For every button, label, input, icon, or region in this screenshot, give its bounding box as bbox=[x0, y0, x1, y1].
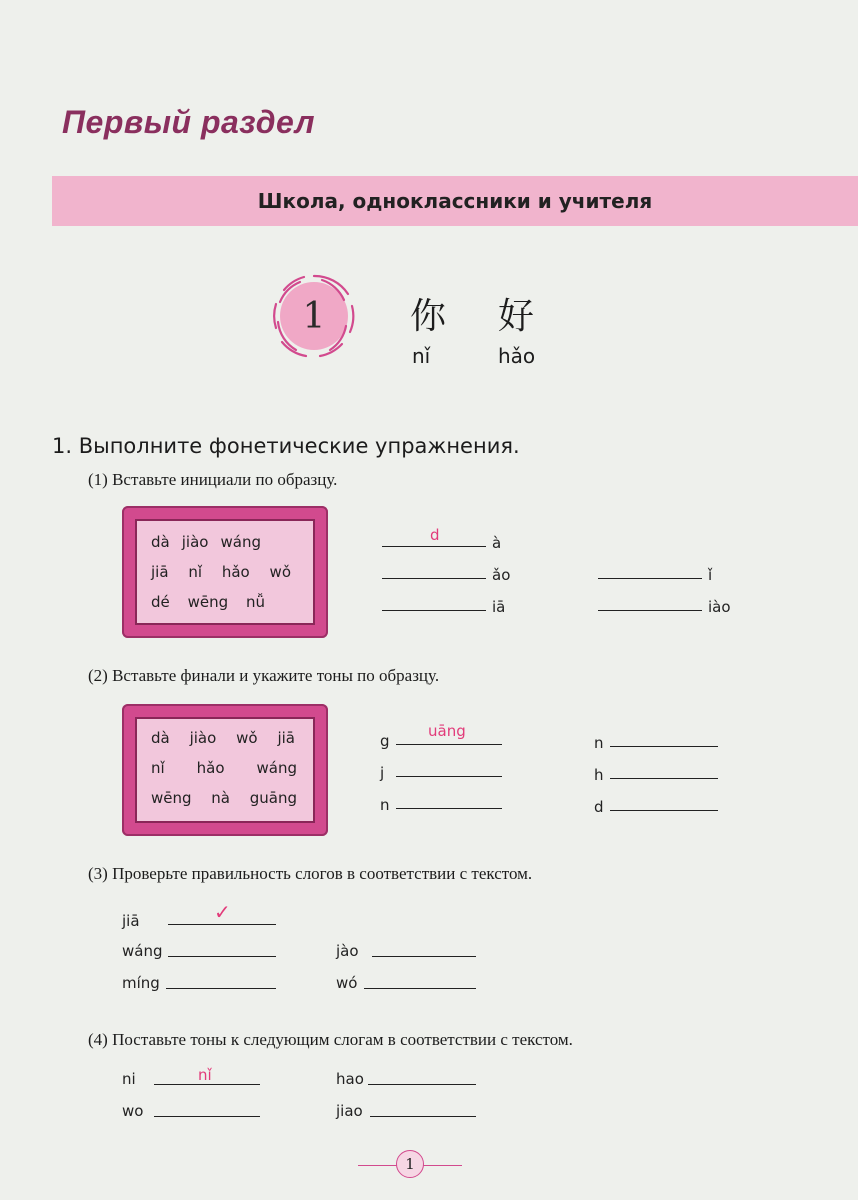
syllable: dà bbox=[151, 533, 170, 551]
blank-line[interactable] bbox=[370, 1116, 476, 1117]
pinyin-ni: nǐ bbox=[412, 344, 431, 368]
syllable: wǒ bbox=[236, 729, 258, 747]
blank-line[interactable] bbox=[396, 776, 502, 777]
initial-label: n bbox=[380, 796, 390, 814]
blank-line[interactable] bbox=[598, 610, 702, 611]
blank-line[interactable] bbox=[610, 746, 718, 747]
hanzi-ni: 你 bbox=[410, 296, 447, 337]
blank-line[interactable] bbox=[610, 778, 718, 779]
topic-title: Школа, одноклассники и учителя bbox=[257, 189, 653, 213]
blank-line[interactable] bbox=[598, 578, 702, 579]
syllable: nǐ bbox=[188, 563, 203, 581]
answer-final-uang: uāng bbox=[428, 722, 466, 740]
blank-line[interactable] bbox=[154, 1084, 260, 1085]
syllable-wo: wó bbox=[336, 974, 358, 992]
blank-line[interactable] bbox=[610, 810, 718, 811]
initial-label: j bbox=[380, 764, 385, 782]
frame-1-row-1 bbox=[151, 533, 261, 551]
frame-2-row-1 bbox=[151, 729, 295, 747]
frame-2-row-2 bbox=[151, 759, 297, 777]
final-label: à bbox=[492, 534, 502, 552]
blank-line[interactable] bbox=[382, 578, 486, 579]
syllable-ni: ni bbox=[122, 1070, 136, 1088]
blank-line[interactable] bbox=[154, 1116, 260, 1117]
checkmark-icon: ✓ bbox=[214, 900, 231, 924]
syllable-wang: wáng bbox=[122, 942, 163, 960]
syllable: nà bbox=[211, 789, 230, 807]
blank-line[interactable] bbox=[166, 988, 276, 989]
blank-line[interactable] bbox=[368, 1084, 476, 1085]
part-3-heading: (3) Проверьте правильность слогов в соответствии с текстом. bbox=[88, 864, 533, 883]
syllable: guāng bbox=[249, 789, 297, 807]
blank-line[interactable] bbox=[382, 546, 486, 547]
syllable: wǒ bbox=[269, 563, 291, 581]
blank-line[interactable] bbox=[168, 956, 276, 957]
hanzi-hao: 好 bbox=[498, 296, 535, 337]
syllable: jiā bbox=[151, 563, 169, 581]
syllable: wáng bbox=[220, 533, 261, 551]
frame-2-row-3 bbox=[151, 789, 297, 807]
part-1-heading: (1) Вставьте инициали по образцу. bbox=[88, 470, 338, 489]
syllable: dé bbox=[151, 593, 170, 611]
blank-line[interactable] bbox=[372, 956, 476, 957]
blank-line[interactable] bbox=[382, 610, 486, 611]
blank-line[interactable] bbox=[168, 924, 276, 925]
page-number-rule-left bbox=[358, 1165, 398, 1166]
final-label: iā bbox=[492, 598, 506, 616]
frame-1-row-3 bbox=[151, 593, 265, 611]
syllable-jia: jiā bbox=[122, 912, 140, 930]
blank-line[interactable] bbox=[396, 744, 502, 745]
page-number-value: 1 bbox=[396, 1150, 424, 1178]
syllable-hao: hao bbox=[336, 1070, 364, 1088]
part-4-heading: (4) Поставьте тоны к следующим слогам в соответствии с текстом. bbox=[88, 1030, 573, 1049]
initial-label: d bbox=[594, 798, 604, 816]
syllable-wo: wo bbox=[122, 1102, 144, 1120]
page-number bbox=[358, 1150, 462, 1180]
syllable-frame-1 bbox=[122, 506, 328, 638]
syllable: hǎo bbox=[221, 563, 250, 581]
initial-label: h bbox=[594, 766, 604, 784]
initial-label: g bbox=[380, 732, 390, 750]
syllable-frame-2 bbox=[122, 704, 328, 836]
syllable: jiā bbox=[277, 729, 295, 747]
syllable-jao: jào bbox=[336, 942, 359, 960]
final-label: ǎo bbox=[492, 566, 511, 584]
initial-label: n bbox=[594, 734, 604, 752]
syllable: hǎo bbox=[196, 759, 225, 777]
part-2-heading: (2) Вставьте финали и укажите тоны по образцу. bbox=[88, 666, 440, 685]
pinyin-hao: hǎo bbox=[498, 344, 536, 368]
blank-line[interactable] bbox=[396, 808, 502, 809]
section-title: Первый раздел bbox=[62, 104, 316, 140]
final-label: ǐ bbox=[708, 566, 713, 584]
topic-band bbox=[52, 176, 858, 226]
syllable: jiào bbox=[189, 729, 217, 747]
syllable: wēng bbox=[151, 789, 192, 807]
syllable: nǐ bbox=[151, 759, 165, 777]
frame-1-row-2 bbox=[151, 563, 291, 581]
answer-initial-d: d bbox=[430, 526, 440, 544]
syllable: nǚ bbox=[245, 593, 265, 611]
exercise-1-title: 1. Выполните фонетические упражнения. bbox=[52, 434, 520, 458]
syllable: dà bbox=[151, 729, 170, 747]
page-number-rule-right bbox=[422, 1165, 462, 1166]
final-label: iào bbox=[708, 598, 731, 616]
syllable-frame-2-inner bbox=[135, 717, 315, 823]
lesson-badge bbox=[268, 270, 360, 362]
syllable-ming: míng bbox=[122, 974, 160, 992]
syllable-jiao: jiao bbox=[336, 1102, 363, 1120]
syllable-frame-1-inner bbox=[135, 519, 315, 625]
syllable: wēng bbox=[187, 593, 229, 611]
syllable: wáng bbox=[256, 759, 297, 777]
answer-tone-ni: nǐ bbox=[198, 1066, 212, 1084]
lesson-number: 1 bbox=[302, 295, 326, 337]
blank-line[interactable] bbox=[364, 988, 476, 989]
syllable: jiào bbox=[181, 533, 209, 551]
